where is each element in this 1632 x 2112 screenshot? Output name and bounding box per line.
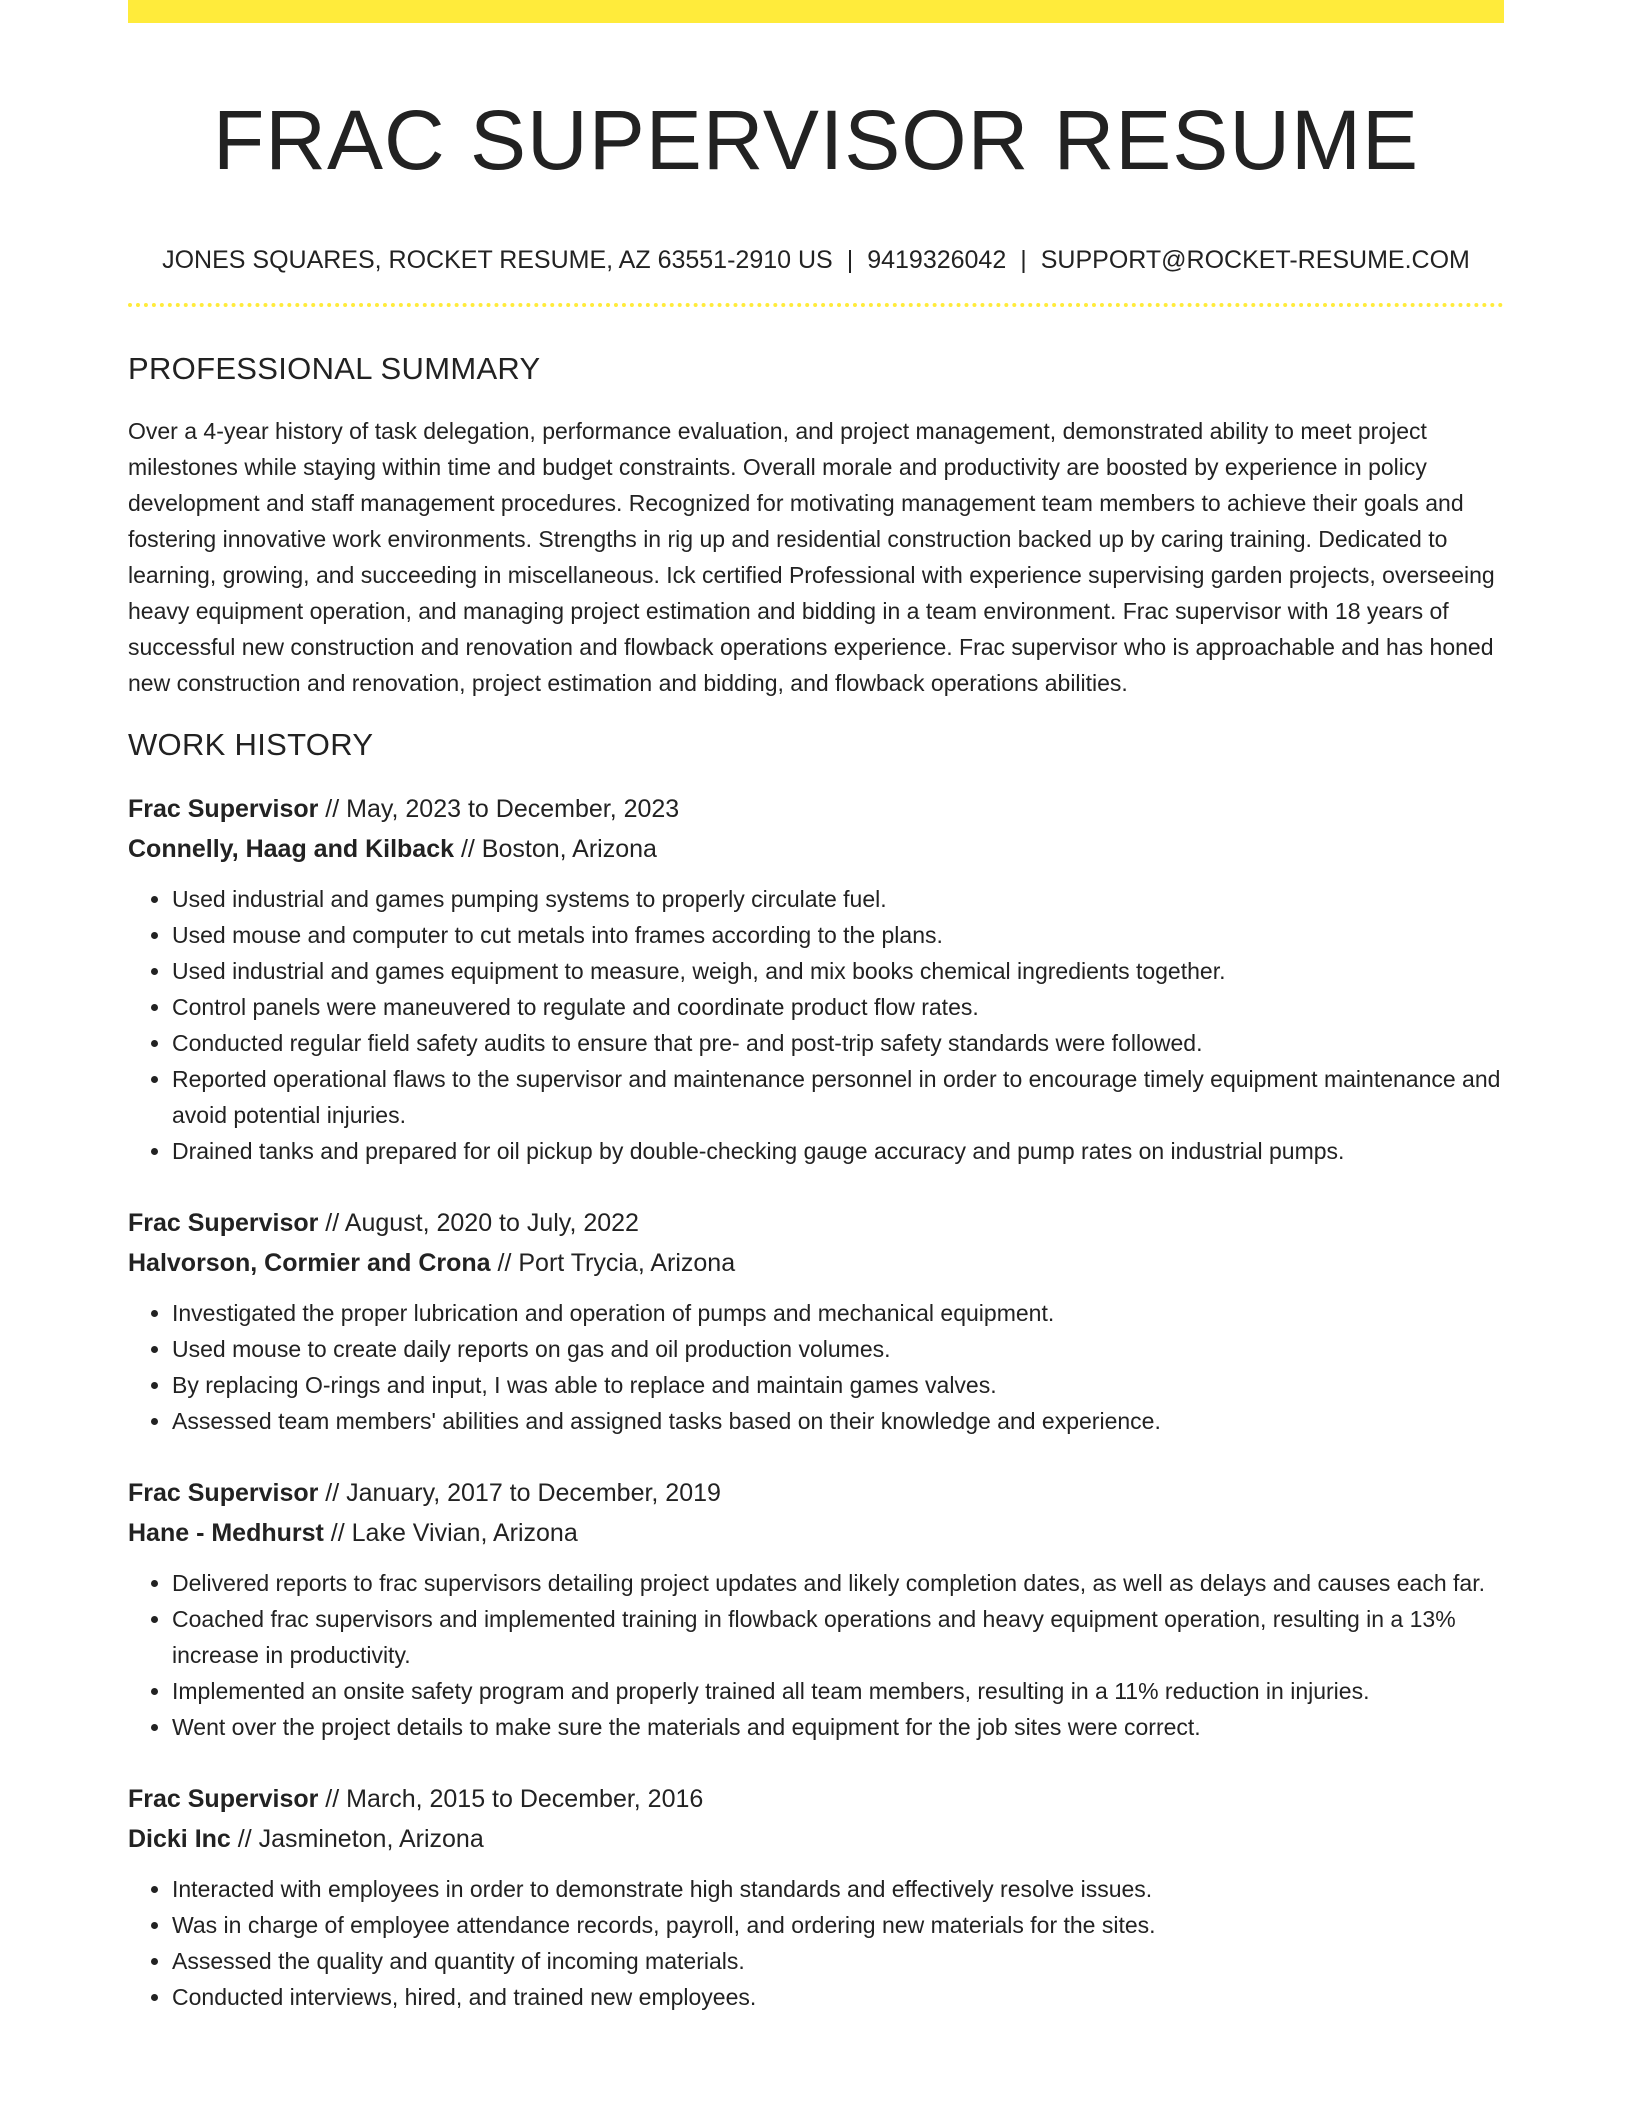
- job-location: // Boston, Arizona: [454, 835, 657, 863]
- summary-heading: PROFESSIONAL SUMMARY: [128, 351, 541, 386]
- job-title-line: [128, 1473, 1504, 1513]
- job-title-line: [128, 1203, 1504, 1243]
- job-title: Frac Supervisor: [128, 1785, 319, 1813]
- top-accent-bar: [128, 0, 1504, 23]
- job-title-line: [128, 1779, 1504, 1819]
- job-entry: [128, 789, 1504, 1169]
- job-company-line: [128, 1513, 1504, 1553]
- job-company: Dicki Inc: [128, 1825, 231, 1853]
- job-bullet: • By replacing O-rings and input, I was able to replace and maintain games valves.: [172, 1367, 1504, 1403]
- job-dates: // March, 2015 to December, 2016: [318, 1785, 704, 1813]
- resume-page: [128, 0, 1504, 2112]
- contact-email: SUPPORT@ROCKET-RESUME.COM: [1040, 246, 1470, 274]
- job-company: Connelly, Haag and Kilback: [128, 835, 455, 863]
- job-bullet-list: [128, 1565, 1504, 1745]
- job-bullet: • Went over the project details to make sure the materials and equipment for the job sites were correct.: [172, 1709, 1504, 1745]
- job-bullet: • Implemented an onsite safety program and properly trained all team members, resulting in a 11% reduction in injuries.: [172, 1673, 1504, 1709]
- job-bullet: • Used industrial and games equipment to measure, weigh, and mix books chemical ingredients together.: [172, 953, 1504, 989]
- contact-separator: |: [1020, 246, 1027, 274]
- job-bullet-list: [128, 1871, 1504, 2015]
- job-bullet: • Delivered reports to frac supervisors detailing project updates and likely completion dates, as well as delays and causes each far.: [172, 1565, 1504, 1601]
- job-bullet: • Used industrial and games pumping systems to properly circulate fuel.: [172, 881, 1504, 917]
- job-dates: // May, 2023 to December, 2023: [318, 795, 680, 823]
- job-bullet: • Interacted with employees in order to demonstrate high standards and effectively resolve issues.: [172, 1871, 1504, 1907]
- job-bullet: • Was in charge of employee attendance records, payroll, and ordering new materials for the sites.: [172, 1907, 1504, 1943]
- job-location: // Port Trycia, Arizona: [490, 1249, 736, 1277]
- job-location: // Lake Vivian, Arizona: [323, 1519, 578, 1547]
- job-company-line: [128, 1819, 1504, 1859]
- contact-phone: 9419326042: [867, 246, 1007, 274]
- dotted-divider: [128, 303, 1504, 307]
- job-bullet: • Conducted interviews, hired, and trained new employees.: [172, 1979, 1504, 2015]
- job-bullet: • Drained tanks and prepared for oil pickup by double-checking gauge accuracy and pump rates on industrial pumps.: [172, 1133, 1504, 1169]
- summary-text: Over a 4-year history of task delegation, performance evaluation, and project management, demonstrated ability to meet project milestones while staying within time and budget constraints. Overall morale and productivity are boosted by experience in policy development and staff management procedures. Recognized for motivating management team members to achieve their goals and fostering innovative work environments. Strengths in rig up and residential construction backed up by caring training. Dedicated to learning, growing, and succeeding in miscellaneous. Ick certified Professional with experience supervising garden projects, overseeing heavy equipment operation, and managing project estimation and bidding in a team environment. Frac supervisor with 18 years of successful new construction and renovation and flowback operations experience. Frac supervisor who is approachable and has honed new construction and renovation, project estimation and bidding, and flowback operations abilities.: [128, 418, 1495, 696]
- job-bullet: • Assessed the quality and quantity of incoming materials.: [172, 1943, 1504, 1979]
- job-title: Frac Supervisor: [128, 795, 319, 823]
- job-location: // Jasmineton, Arizona: [230, 1825, 484, 1853]
- job-entry: [128, 1779, 1504, 2015]
- contact-info: [128, 243, 1504, 277]
- contact-separator: |: [846, 246, 854, 274]
- job-bullet: • Reported operational flaws to the supervisor and maintenance personnel in order to encourage timely equipment maintenance and avoid potential injuries.: [172, 1061, 1504, 1133]
- job-title: Frac Supervisor: [128, 1479, 319, 1507]
- job-bullet-list: [128, 881, 1504, 1169]
- job-dates: // January, 2017 to December, 2019: [318, 1479, 721, 1507]
- job-bullet: • Used mouse to create daily reports on gas and oil production volumes.: [172, 1331, 1504, 1367]
- job-company: Halvorson, Cormier and Crona: [128, 1249, 491, 1277]
- job-entry: [128, 1473, 1504, 1745]
- job-bullet: • Assessed team members' abilities and assigned tasks based on their knowledge and experience.: [172, 1403, 1504, 1439]
- job-bullet: • Control panels were maneuvered to regulate and coordinate product flow rates.: [172, 989, 1504, 1025]
- work-history-heading: WORK HISTORY: [128, 727, 374, 762]
- resume-title: FRAC SUPERVISOR RESUME: [213, 93, 1419, 187]
- job-company-line: [128, 1243, 1504, 1283]
- job-company: Hane - Medhurst: [128, 1519, 324, 1547]
- job-company-line: [128, 829, 1504, 869]
- job-bullet: • Conducted regular field safety audits to ensure that pre- and post-trip safety standards were followed.: [172, 1025, 1504, 1061]
- job-title: Frac Supervisor: [128, 1209, 319, 1237]
- job-bullet-list: [128, 1295, 1504, 1439]
- job-bullet: • Used mouse and computer to cut metals into frames according to the plans.: [172, 917, 1504, 953]
- contact-address: JONES SQUARES, ROCKET RESUME, AZ 63551-2910 US: [162, 246, 833, 274]
- job-dates: // August, 2020 to July, 2022: [318, 1209, 639, 1237]
- job-bullet: • Coached frac supervisors and implemented training in flowback operations and heavy equipment operation, resulting in a 13% increase in productivity.: [172, 1601, 1504, 1673]
- work-history-list: [128, 789, 1504, 2015]
- job-entry: [128, 1203, 1504, 1439]
- job-bullet: • Investigated the proper lubrication and operation of pumps and mechanical equipment.: [172, 1295, 1504, 1331]
- job-title-line: [128, 789, 1504, 829]
